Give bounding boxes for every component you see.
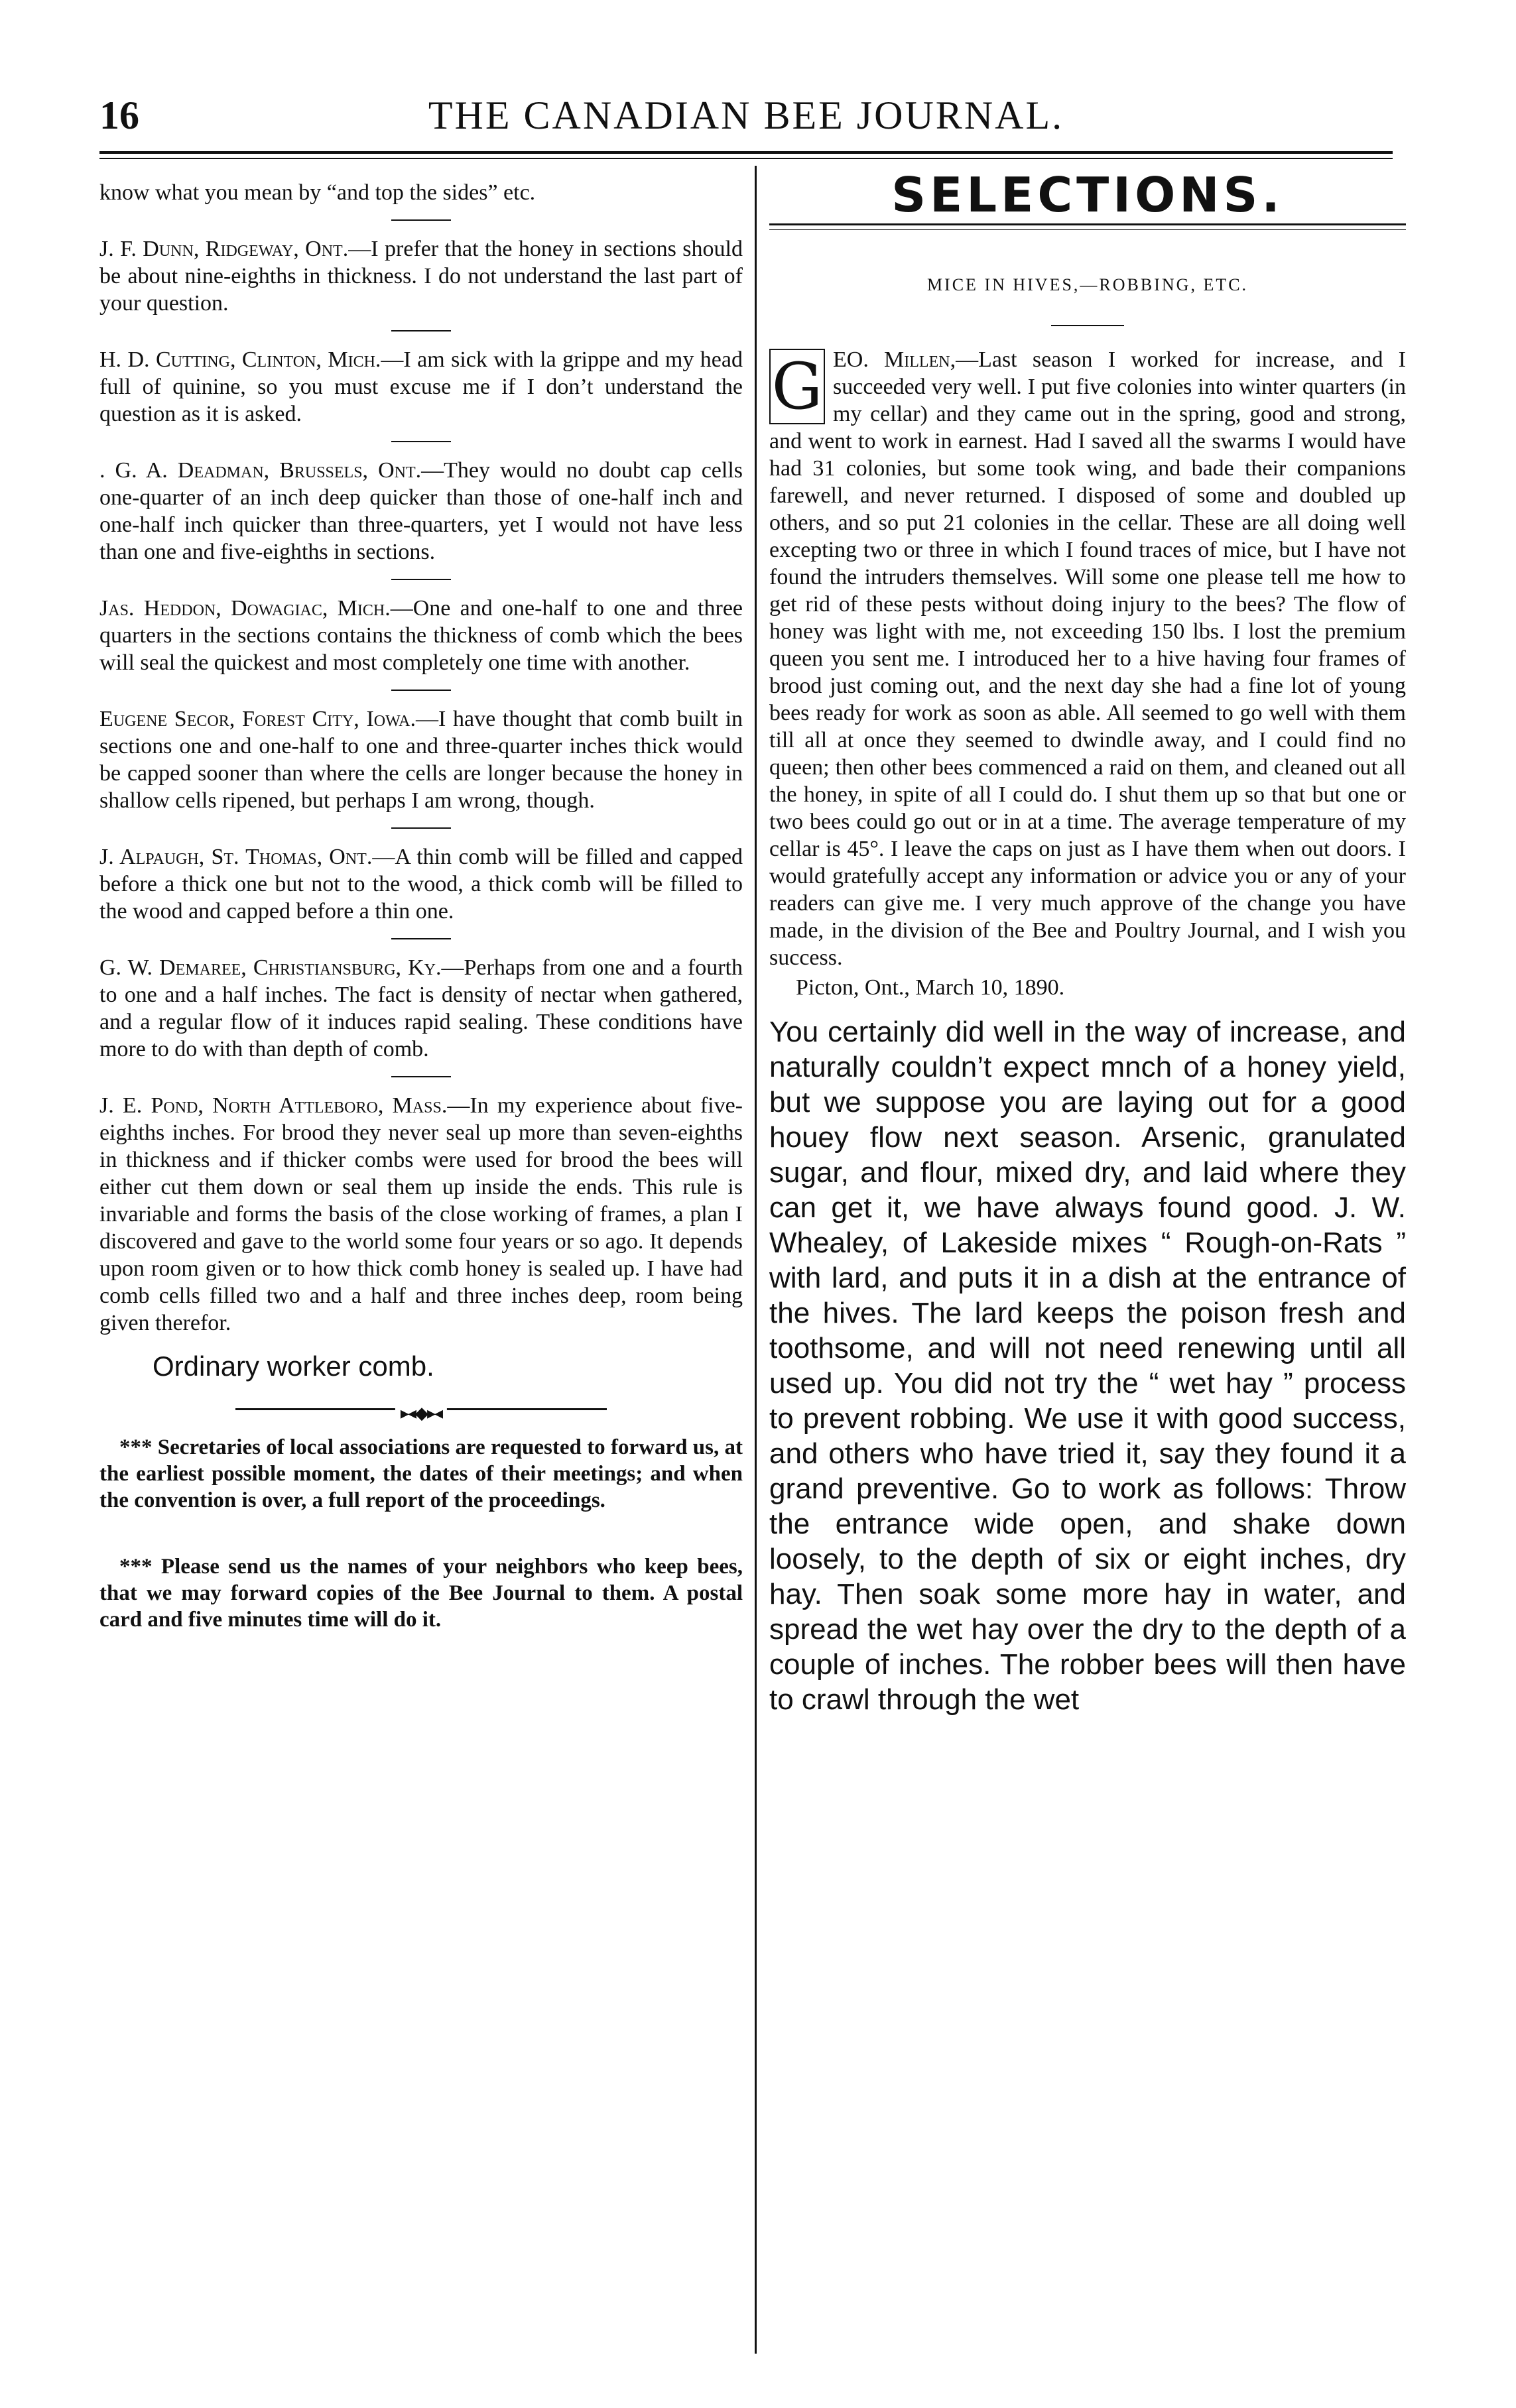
entry	[99, 843, 743, 925]
entry-text: —I have thought that comb built in sections one and one-half to one and three-quarter inches thick would be capped sooner than where the cells are longer because the honey in shallow cells ripened, but perhaps I am wrong, though.	[99, 707, 743, 813]
entry	[99, 235, 743, 317]
respondent-name: J. Alpaugh, St. Thomas, Ont.	[99, 845, 373, 869]
respondent-name: J. E. Pond, North Attleboro, Mass.	[99, 1093, 448, 1118]
respondent-name: . G. A. Deadman, Brussels, Ont.	[99, 458, 422, 483]
entry	[99, 954, 743, 1063]
separator	[1051, 325, 1124, 326]
entry	[99, 1092, 743, 1337]
entry	[99, 346, 743, 428]
article-subheading: MICE IN HIVES,—ROBBING, ETC.	[926, 275, 1249, 294]
respondent-name: Jas. Heddon, Dowagiac, Mich.	[99, 596, 391, 621]
entry-text: —Perhaps from one and a fourth to one and a half inches. The fact is density of nectar when gathered, and a regular flow of it induces rapid sealing. These conditions have more to do with than depth of comb.	[99, 955, 743, 1061]
separator	[391, 441, 451, 442]
letter-signature: Picton, Ont., March 10, 1890.	[796, 975, 1065, 1000]
secretaries-notice: *** Secretaries of local associations are requested to forward us, at the earliest possible moment, the dates of their meetings; and when the convention is over, a full report of the proceedings.	[99, 1435, 743, 1512]
journal-title: THE CANADIAN BEE JOURNAL.	[428, 93, 1064, 137]
page-number: 16	[99, 93, 139, 137]
column-divider	[755, 166, 757, 2354]
title-rule	[769, 223, 1406, 225]
separator	[391, 938, 451, 939]
respondent-name: Eugene Secor, Forest City, Iowa.	[99, 707, 416, 731]
right-column	[769, 167, 1406, 1717]
intro-text: know what you mean by “and top the sides” etc.	[99, 180, 536, 205]
editor-reply: You certainly did well in the way of increase, and naturally couldn’t expect mnch of a honey yield, but we suppose you are laying out for a good houey flow next season. Arsenic, granulated sugar, and flour, mixed dry, and laid where they can get it, we have always found good. J. W. Whealey, of Lakeside mixes “ Rough-on-Rats ” with lard, and puts it in a dish at the entrance of the hives. The lard keeps the poison fresh and toothsome, and will not need renewing until all used up. You did not try the “ wet hay ” process to prevent robbing. We use it with good success, and others who have tried it, say they found it a grand preventive. Go to work as follows: Throw the entrance wide open, and shake down loosely, to the depth of six or eight inches, dry hay. Then soak some more hay in water, and spread the wet hay over the dry to the depth of a couple of inches. The robber bees will then have to crawl through the wet	[769, 1016, 1406, 1716]
header-rule-thin	[99, 158, 1393, 159]
section-title: SELECTIONS.	[891, 167, 1284, 223]
respondent-name: H. D. Cutting, Clinton, Mich.	[99, 347, 381, 372]
entry	[99, 457, 743, 566]
letter-body	[769, 346, 1406, 971]
letter-text: —Last season I worked for increase, and I succeeded very well. I put five colonies into winter quarters (in my cellar) and they came out in the spring, good and strong, and went to work in earnest. Had I saved all the swarms I would have had 31 colonies, but some took wing, and bade their companions farewell, and never returned. I disposed of some and doubled up others, and so put 21 colonies in the cellar. These are all doing well excepting two or three in which I found traces of mice, but I have not found the intruders themselves. Will some one please tell me how to get rid of these pests without doing injury to the bees? The flow of honey was light with me, not exceeding 150 lbs. I lost the premium queen you sent me. I introduced her to a hive having four frames of brood just coming out, and the next day she had a fine lot of young bees ready for work as soon as able. All seemed to go well with them till all at once they seemed to dwindle away, and I could find no queen; then other bees commenced a raid on them, and cleaned out all the honey, in spite of all I could do. I shut them up so that but one or two bees could go out or in at a time. The average temperature of my cellar is 45°. I leave the caps on just as I have them when out doors. I would gratefully accept any information or advice you or any of your readers can give me. I very much approve of the change you have made, in the division of the Bee and Poultry Journal, and I wish you success.	[769, 347, 1406, 970]
separator	[391, 579, 451, 580]
title-rule-thin	[769, 229, 1406, 230]
left-column	[99, 179, 743, 1633]
entry-text: —I am sick with la grippe and my head full of quinine, so you must excuse me if I don’t understand the question as it is asked.	[99, 347, 743, 426]
drop-cap: G	[771, 349, 823, 424]
respondent-name: J. F. Dunn, Ridgeway, Ont.	[99, 237, 349, 261]
respondent-name: G. W. Demaree, Christiansburg, Ky.	[99, 955, 442, 980]
page-header	[99, 93, 1393, 146]
handwritten-note: Ordinary worker comb.	[153, 1351, 434, 1382]
ornament-icon: ▸◂◆▸◂	[395, 1400, 447, 1427]
entry-text: —One and one-half to one and three quarters in the sections contains the thickness of comb which the bees will seal the quickest and most completely one time with another.	[99, 596, 743, 675]
separator	[391, 330, 451, 331]
entry-text: —A thin comb will be filled and capped before a thick one but not to the wood, a thick comb will be filled to the wood and capped before a thin one.	[99, 845, 743, 924]
entry-text: —I prefer that the honey in sections should be about nine-eighths in thickness. I do not understand the last part of your question.	[99, 237, 743, 316]
drop-cap-box	[769, 349, 825, 424]
separator	[391, 1076, 451, 1077]
separator	[391, 827, 451, 829]
entry-text: —They would no doubt cap cells one-quarter of an inch deep quicker than those of one-half inch and one-half inch quicker than three-quarters, yet I would not have less than one and five-eighths in sections.	[99, 458, 743, 564]
separator	[391, 219, 451, 221]
separator	[391, 690, 451, 691]
entry	[99, 595, 743, 676]
entry-text: —In my experience about five-eighths inches. For brood they never seal up more than seven-eighths in thickness and if thicker combs were used for brood the bees will either cut them down or seal them up inside the ends. This rule is invariable and forms the basis of the close working of frames, a plan I discovered and gave to the world some four years or so ago. It depends upon room given or to how thick comb honey is sealed up. I have had comb cells filled two and a half and three inches deep, room being given therefor.	[99, 1093, 743, 1335]
entry	[99, 705, 743, 814]
neighbors-notice: *** Please send us the names of your neighbors who keep bees, that we may forward copies of the Bee Journal to them. A postal card and five minutes time will do it.	[99, 1555, 743, 1632]
ornamental-rule	[235, 1400, 607, 1423]
letter-author: EO. Millen,	[833, 347, 956, 372]
header-rule	[99, 151, 1393, 154]
